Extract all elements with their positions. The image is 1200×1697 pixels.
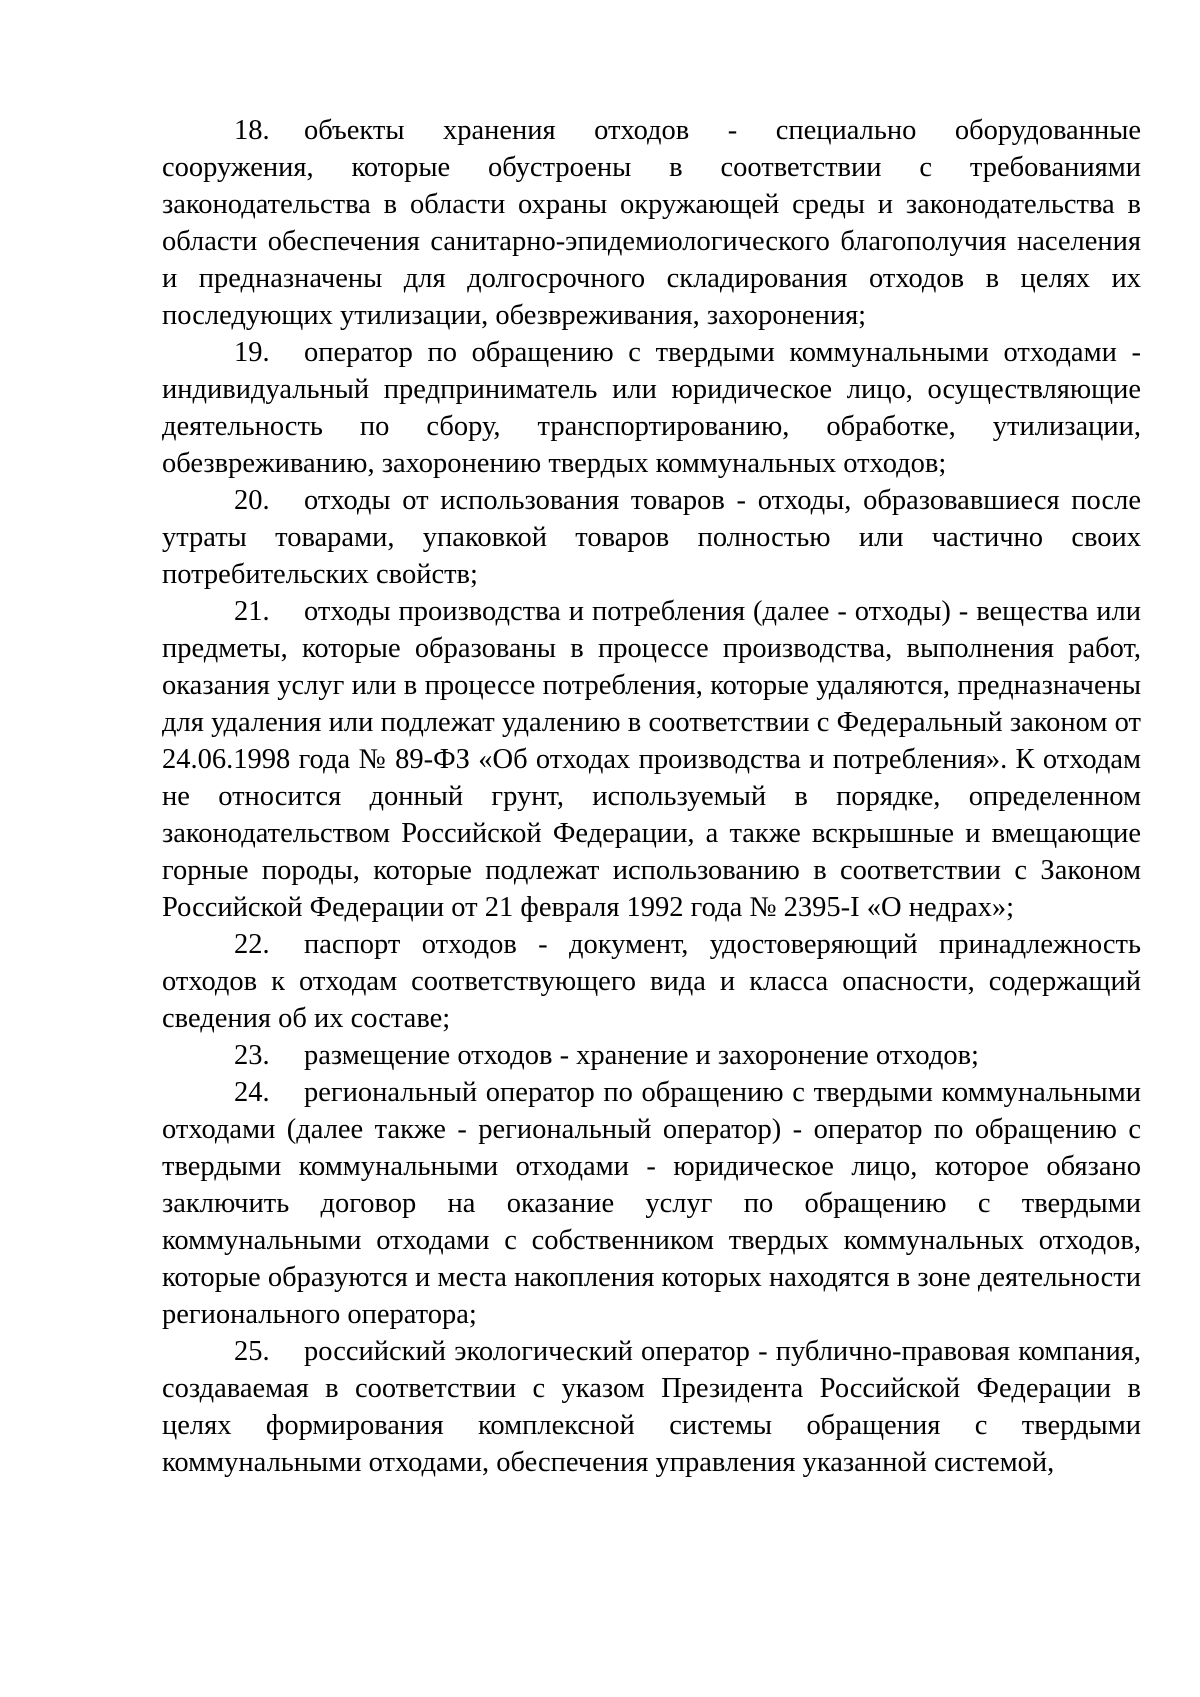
item-text: российский экологический оператор - публично-правовая компания, создаваемая в соответствии с указом Президента Российской Федерации в целях формирования комплексной системы обращения с твердыми коммунальными отходами, обеспечения управления указанной системой,	[162, 1336, 1141, 1478]
item-number: 25.	[234, 1336, 270, 1367]
definition-item-21	[162, 593, 1141, 926]
item-number: 21.	[234, 596, 270, 627]
item-number: 22.	[234, 929, 270, 960]
definition-item-25	[162, 1333, 1141, 1481]
definition-item-24	[162, 1074, 1141, 1333]
definition-item-19	[162, 334, 1141, 482]
item-number: 19.	[234, 337, 270, 368]
definition-item-23	[162, 1037, 1141, 1074]
item-number: 23.	[234, 1040, 270, 1071]
item-text: региональный оператор по обращению с твердыми коммунальными отходами (далее также - региональный оператор) - оператор по обращению с твердыми коммунальными отходами - юридическое лицо, которое обязано заключить договор на оказание услуг по обращению с твердыми коммунальными отходами с собственником твердых коммунальных отходов, которые образуются и места накопления которых находятся в зоне деятельности регионального оператора;	[162, 1077, 1141, 1330]
item-number: 20.	[234, 485, 270, 516]
item-number: 24.	[234, 1077, 270, 1108]
item-text: объекты хранения отходов - специально оборудованные сооружения, которые обустроены в соответствии с требованиями законодательства в области охраны окружающей среды и законодательства в области обеспечения санитарно-эпидемиологического благополучия населения и предназначены для долгосрочного складирования отходов в целях их последующих утилизации, обезвреживания, захоронения;	[162, 115, 1141, 331]
definition-item-22	[162, 926, 1141, 1037]
item-text: оператор по обращению с твердыми коммунальными отходами - индивидуальный предприниматель или юридическое лицо, осуществляющие деятельность по сбору, транспортированию, обработке, утилизации, обезвреживанию, захоронению твердых коммунальных отходов;	[162, 337, 1141, 479]
item-text: паспорт отходов - документ, удостоверяющий принадлежность отходов к отходам соответствующего вида и класса опасности, содержащий сведения об их составе;	[162, 929, 1141, 1034]
definition-item-20	[162, 482, 1141, 593]
item-text: отходы от использования товаров - отходы, образовавшиеся после утраты товарами, упаковкой товаров полностью или частично своих потребительских свойств;	[162, 485, 1141, 590]
item-number: 18.	[234, 115, 270, 146]
item-text: отходы производства и потребления (далее - отходы) - вещества или предметы, которые образованы в процессе производства, выполнения работ, оказания услуг или в процессе потребления, которые удаляются, предназначены для удаления или подлежат удалению в соответствии с Федеральный законом от 24.06.1998 года № 89-ФЗ «Об отходах производства и потребления». К отходам не относится донный грунт, используемый в порядке, определенном законодательством Российской Федерации, а также вскрышные и вмещающие горные породы, которые подлежат использованию в соответствии с Законом Российской Федерации от 21 февраля 1992 года № 2395-I «О недрах»;	[162, 596, 1141, 923]
document-body	[162, 112, 1141, 1481]
definition-item-18	[162, 112, 1141, 334]
item-text: размещение отходов - хранение и захоронение отходов;	[304, 1040, 979, 1071]
